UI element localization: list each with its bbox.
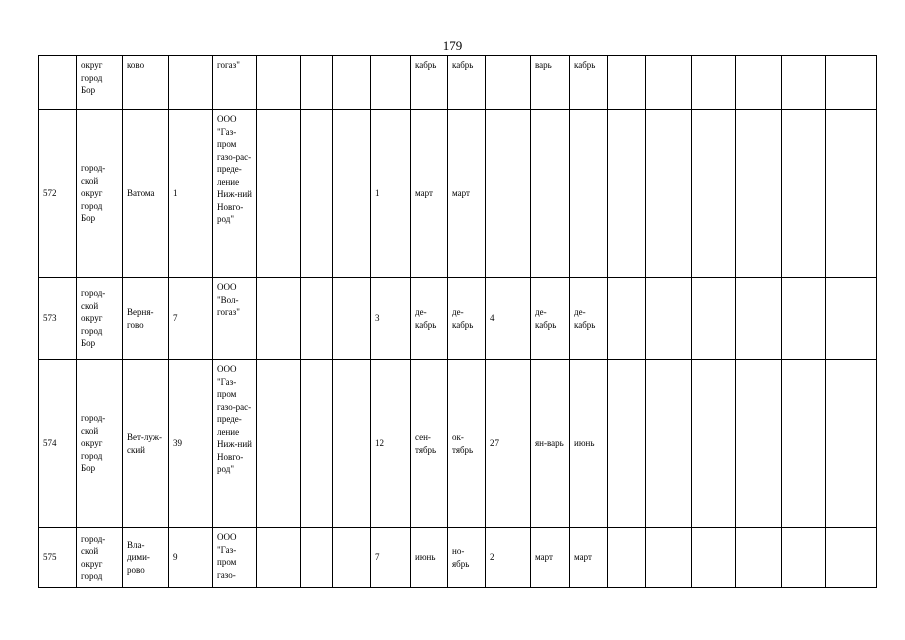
table-cell: [646, 360, 692, 528]
table-cell: [39, 56, 77, 110]
table-cell: март: [531, 528, 570, 588]
table-cell: [736, 528, 782, 588]
table-cell: но-ябрь: [448, 528, 486, 588]
table-cell: де-кабрь: [411, 278, 448, 360]
table-cell: город-ской округ город Бор: [77, 110, 123, 278]
table-cell: [736, 278, 782, 360]
table-cell: [782, 278, 826, 360]
table-cell: 2: [486, 528, 531, 588]
table-cell: Верня-гово: [123, 278, 169, 360]
table-cell: 575: [39, 528, 77, 588]
table-cell: ян-варь: [531, 360, 570, 528]
table-cell: [826, 110, 877, 278]
table-cell: [333, 278, 371, 360]
table-cell: [301, 278, 333, 360]
table-cell: 9: [169, 528, 213, 588]
table-cell: [736, 110, 782, 278]
table-cell: [692, 278, 736, 360]
table-cell: сен-тябрь: [411, 360, 448, 528]
table-cell: [486, 56, 531, 110]
table-cell: 1: [169, 110, 213, 278]
table-cell: [692, 528, 736, 588]
table-cell: город-ской округ город: [77, 528, 123, 588]
table-cell: [646, 278, 692, 360]
table-cell: Вла-дими-рово: [123, 528, 169, 588]
table-row: [39, 110, 877, 278]
table-cell: кабрь: [570, 56, 608, 110]
table-cell: город-ской округ город Бор: [77, 278, 123, 360]
table-cell: 12: [371, 360, 411, 528]
table-cell: [333, 360, 371, 528]
table-cell: [782, 360, 826, 528]
table-cell: 7: [371, 528, 411, 588]
table-cell: 3: [371, 278, 411, 360]
table-cell: [692, 110, 736, 278]
table-cell: [301, 528, 333, 588]
table-cell: март: [448, 110, 486, 278]
table-cell: [608, 56, 646, 110]
table-cell: округ город Бор: [77, 56, 123, 110]
table-cell: гогаз": [213, 56, 257, 110]
table-cell: ООО "Вол-гогаз": [213, 278, 257, 360]
table-cell: ООО "Газ-пром газо-рас-преде-ление Ниж-ний Новго-род": [213, 110, 257, 278]
table-cell: [333, 110, 371, 278]
table-cell: Ватома: [123, 110, 169, 278]
table-cell: де-кабрь: [531, 278, 570, 360]
table-cell: [826, 56, 877, 110]
table-cell: 7: [169, 278, 213, 360]
table-cell: [826, 278, 877, 360]
table-cell: [826, 360, 877, 528]
table-cell: [782, 110, 826, 278]
table-cell: [257, 360, 301, 528]
table-cell: де-кабрь: [448, 278, 486, 360]
table-cell: 1: [371, 110, 411, 278]
table-cell: [257, 56, 301, 110]
table-row: [39, 278, 877, 360]
table-cell: [333, 56, 371, 110]
table-cell: город-ской округ город Бор: [77, 360, 123, 528]
table-cell: [570, 110, 608, 278]
table-cell: март: [570, 528, 608, 588]
table-cell: [169, 56, 213, 110]
table-cell: [736, 56, 782, 110]
table-cell: 39: [169, 360, 213, 528]
table-cell: март: [411, 110, 448, 278]
table-cell: [608, 360, 646, 528]
table-cell: кабрь: [448, 56, 486, 110]
table-cell: Вет-луж-ский: [123, 360, 169, 528]
page-number: 179: [442, 38, 463, 53]
table-row: [39, 528, 877, 588]
table-cell: ООО "Газ-пром газо-рас-преде-ление Ниж-ний Новго-род": [213, 360, 257, 528]
table-cell: [692, 56, 736, 110]
table-cell: [531, 110, 570, 278]
table-cell: [333, 528, 371, 588]
table-cell: 4: [486, 278, 531, 360]
table-cell: [301, 110, 333, 278]
table-cell: [646, 110, 692, 278]
table-body: [39, 56, 877, 588]
table-row: [39, 56, 877, 110]
table-cell: 27: [486, 360, 531, 528]
table-cell: 574: [39, 360, 77, 528]
table-cell: [486, 110, 531, 278]
table-cell: [826, 528, 877, 588]
table-cell: [646, 528, 692, 588]
table-cell: [782, 56, 826, 110]
table-cell: [608, 278, 646, 360]
table-cell: июнь: [411, 528, 448, 588]
table-cell: ок-тябрь: [448, 360, 486, 528]
table-cell: ково: [123, 56, 169, 110]
table-cell: ООО "Газ-пром газо-: [213, 528, 257, 588]
table-cell: [257, 278, 301, 360]
gasification-table: [38, 55, 877, 588]
table-cell: [371, 56, 411, 110]
table-cell: [301, 360, 333, 528]
table-cell: [692, 360, 736, 528]
table-cell: [736, 360, 782, 528]
table-cell: варь: [531, 56, 570, 110]
table-cell: [782, 528, 826, 588]
table-cell: [257, 110, 301, 278]
table-cell: [257, 528, 301, 588]
table-cell: [301, 56, 333, 110]
table-cell: [608, 528, 646, 588]
table-row: [39, 360, 877, 528]
table-cell: де-кабрь: [570, 278, 608, 360]
table-cell: [646, 56, 692, 110]
table-cell: июнь: [570, 360, 608, 528]
table-cell: [608, 110, 646, 278]
table-cell: кабрь: [411, 56, 448, 110]
table-cell: 572: [39, 110, 77, 278]
table-cell: 573: [39, 278, 77, 360]
